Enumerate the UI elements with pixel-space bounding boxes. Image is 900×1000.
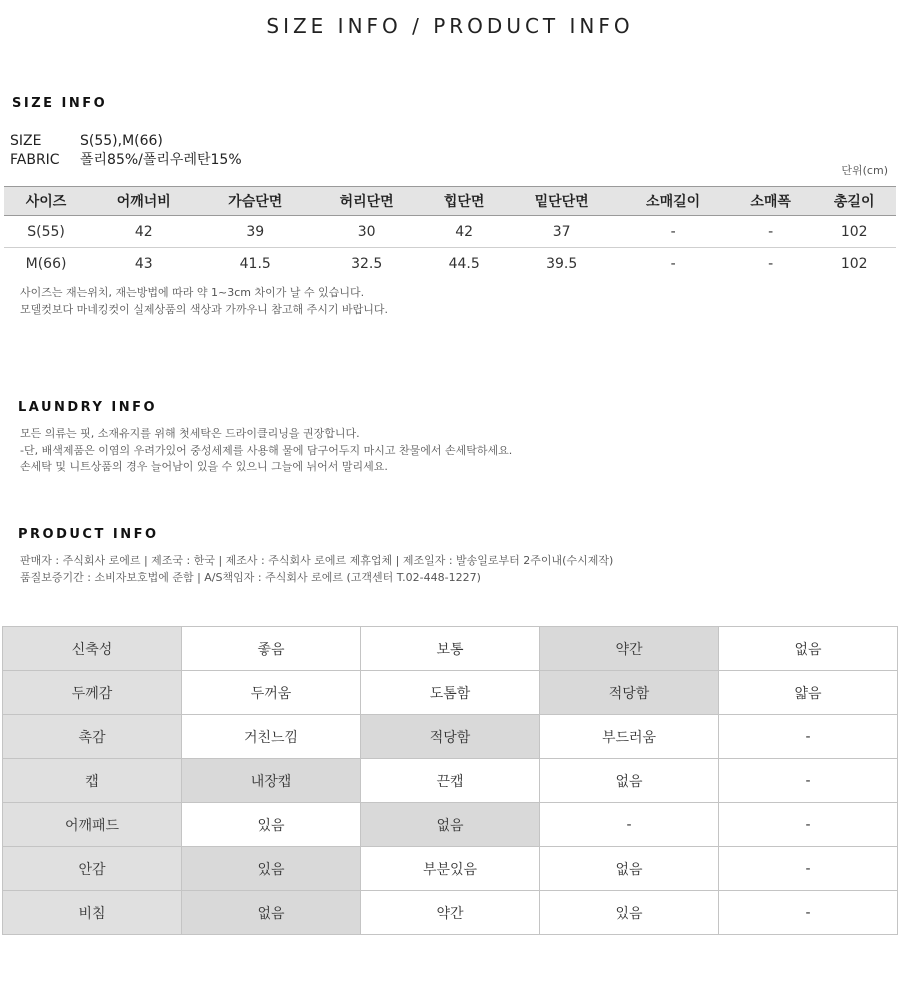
- attribute-option: 부분있음: [361, 847, 540, 891]
- attribute-name: 촉감: [3, 715, 182, 759]
- table-cell: 44.5: [448, 255, 480, 272]
- fabric-label: FABRIC: [10, 152, 60, 168]
- attribute-name: 안감: [3, 847, 182, 891]
- attribute-option: 두꺼움: [182, 671, 361, 715]
- table-cell: 37: [506, 216, 617, 248]
- size-info-heading: SIZE INFO: [12, 96, 108, 111]
- attribute-option: -: [719, 759, 898, 803]
- laundry-line: 손세탁 및 니트상품의 경우 늘어남이 있을 수 있으니 그늘에 뉘어서 말리세요.: [20, 460, 388, 473]
- size-table-header: 총길이: [812, 187, 896, 216]
- attribute-option: 거친느낌: [182, 715, 361, 759]
- table-cell: M(66): [25, 255, 67, 272]
- attribute-option: 약간: [361, 891, 540, 935]
- size-table-header: 사이즈: [4, 187, 88, 216]
- attribute-row: [3, 671, 898, 715]
- attribute-option: 얇음: [719, 671, 898, 715]
- attribute-name: 어깨패드: [3, 803, 182, 847]
- table-cell: 39.5: [546, 255, 578, 272]
- table-cell: 42: [422, 216, 506, 248]
- table-cell: 42: [88, 216, 199, 248]
- attribute-option-selected: 없음: [361, 803, 540, 847]
- attribute-option: 있음: [540, 891, 719, 935]
- attribute-row: [3, 759, 898, 803]
- table-cell: 102: [840, 255, 868, 272]
- product-info-heading: PRODUCT INFO: [18, 527, 159, 542]
- size-table-header: 힙단면: [422, 187, 506, 216]
- laundry-info-heading: LAUNDRY INFO: [18, 400, 158, 415]
- size-table-header-row: [4, 187, 896, 216]
- table-cell: 102: [812, 216, 896, 248]
- table-cell: 39: [200, 216, 311, 248]
- attribute-option: -: [719, 891, 898, 935]
- size-label: SIZE: [10, 133, 42, 149]
- table-cell: 43: [134, 255, 153, 272]
- size-note-line: 사이즈는 재는위치, 재는방법에 따라 약 1~3cm 차이가 날 수 있습니다.: [20, 286, 365, 299]
- attribute-row: [3, 627, 898, 671]
- page-title: SIZE INFO / PRODUCT INFO: [266, 14, 634, 38]
- attribute-option: 좋음: [182, 627, 361, 671]
- attribute-option-selected: 있음: [182, 847, 361, 891]
- attribute-option: 없음: [540, 759, 719, 803]
- table-cell: 30: [311, 216, 422, 248]
- attribute-row: [3, 847, 898, 891]
- attribute-option: 없음: [540, 847, 719, 891]
- product-line: 품질보증기간 : 소비자보호법에 준함 | A/S책임자 : 주식회사 로에르 (고객센터 T.02-448-1227): [20, 570, 481, 584]
- table-row: [4, 216, 896, 248]
- table-cell: -: [729, 216, 813, 248]
- product-line: 판매자 : 주식회사 로에르 | 제조국 : 한국 | 제조사 : 주식회사 로에르 제휴업체 | 제조일자 : 발송일로부터 2주이내(수시제작): [20, 554, 614, 567]
- size-table-header: 밑단단면: [506, 187, 617, 216]
- fabric-spec-row: [10, 149, 242, 169]
- attribute-row: [3, 891, 898, 935]
- product-notes: [20, 553, 613, 586]
- attribute-option: -: [719, 715, 898, 759]
- attribute-option: -: [719, 847, 898, 891]
- size-table: [4, 186, 896, 280]
- table-cell: S(55): [4, 216, 88, 248]
- laundry-line: -단, 배색제품은 이염의 우려가있어 중성세제를 사용해 물에 담구어두지 마시고 찬물에서 손세탁하세요.: [20, 443, 513, 457]
- size-spec-row: [10, 133, 163, 149]
- attribute-option: 끈캡: [361, 759, 540, 803]
- attribute-table: [2, 626, 898, 935]
- attribute-option: -: [540, 803, 719, 847]
- attribute-option-selected: 적당함: [540, 671, 719, 715]
- attribute-name: 비침: [3, 891, 182, 935]
- attribute-option: 부드러움: [540, 715, 719, 759]
- size-table-header: 어깨너비: [88, 187, 199, 216]
- attribute-name: 신축성: [3, 627, 182, 671]
- attribute-option-selected: 약간: [540, 627, 719, 671]
- attribute-option: 도톰함: [361, 671, 540, 715]
- attribute-option-selected: 적당함: [361, 715, 540, 759]
- size-table-header: 소매폭: [729, 187, 813, 216]
- attribute-row: [3, 803, 898, 847]
- attribute-option-selected: 없음: [182, 891, 361, 935]
- attribute-row: [3, 715, 898, 759]
- size-value: S(55),M(66): [80, 133, 163, 149]
- attribute-option: 없음: [719, 627, 898, 671]
- attribute-option: 보통: [361, 627, 540, 671]
- size-notes: [20, 285, 388, 318]
- fabric-value: 폴리85%/폴리우레탄15%: [80, 152, 242, 168]
- attribute-option: -: [719, 803, 898, 847]
- table-cell: 41.5: [239, 255, 271, 272]
- table-cell: 32.5: [351, 255, 383, 272]
- attribute-option: 있음: [182, 803, 361, 847]
- laundry-notes: [20, 426, 512, 476]
- table-cell: -: [670, 255, 676, 272]
- attribute-name: 두께감: [3, 671, 182, 715]
- size-table-header: 가슴단면: [200, 187, 311, 216]
- table-cell: -: [617, 216, 728, 248]
- table-cell: -: [768, 255, 774, 272]
- attribute-option-selected: 내장캡: [182, 759, 361, 803]
- size-table-header: 소매길이: [617, 187, 728, 216]
- table-row: [4, 248, 896, 280]
- laundry-line: 모든 의류는 핏, 소재유지를 위해 첫세탁은 드라이클리닝을 권장합니다.: [20, 427, 360, 440]
- size-table-header: 허리단면: [311, 187, 422, 216]
- unit-label: 단위(cm): [841, 164, 888, 177]
- size-note-line: 모델컷보다 마네킹컷이 실제상품의 색상과 가까우니 참고해 주시기 바랍니다.: [20, 302, 389, 316]
- attribute-name: 캡: [3, 759, 182, 803]
